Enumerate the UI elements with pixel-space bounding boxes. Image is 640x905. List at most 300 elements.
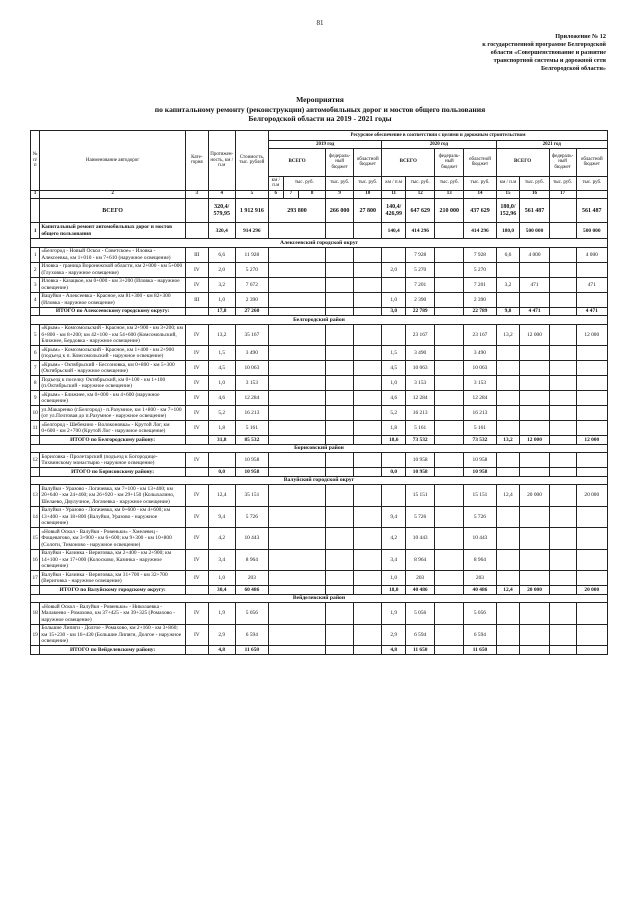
row-2021-km [496, 406, 520, 421]
total-2019-federal: 266 000 [326, 199, 354, 223]
header-cost: Стоимость, тыс. рублей [235, 131, 268, 191]
row-2019-federal [326, 453, 354, 468]
itog-num [31, 468, 40, 477]
itog-2019-total [268, 468, 325, 477]
row-2019-total [268, 406, 325, 421]
table-row [31, 571, 608, 586]
row-category: IV [185, 277, 208, 292]
itog-2021-regional [576, 646, 607, 655]
row-2019-federal [326, 247, 354, 262]
row-length: 3,4 [208, 549, 235, 571]
row-2020-km: 4,6 [382, 391, 406, 406]
itog-label: ИТОГО по Валуйскому городскому округу: [40, 586, 186, 595]
itog-2021-federal [549, 436, 576, 445]
itog-2021-total: 20 000 [520, 586, 549, 595]
row-2021-km [496, 346, 520, 361]
row-2019-regional [354, 292, 382, 307]
row-2019-total [268, 549, 325, 571]
itog-length: 31,8 [208, 436, 235, 445]
row-length: 13,2 [208, 324, 235, 346]
row-length: 5,2 [208, 406, 235, 421]
row-2021-km [496, 506, 520, 528]
col-number: 13 [435, 190, 464, 199]
page-number: 81 [316, 19, 324, 27]
row-2020-regional: 5 056 [464, 603, 496, 625]
row-category: IV [185, 453, 208, 468]
itog-num [31, 586, 40, 595]
header-2019-fed-thous: тыс. руб. [326, 176, 354, 190]
row-cost: 10 063 [235, 361, 268, 376]
row-road-name: Валуйки - Казинка - Вериговка, км 2+400 - км 2+900; км 14+100 - км 17+000 (Колосково, Казинка - наружное освещение) [40, 549, 186, 571]
itog-2020-regional: 11 650 [464, 646, 496, 655]
col-number: 10 [354, 190, 382, 199]
table-body [31, 239, 608, 655]
itog-cost: 10 958 [235, 468, 268, 477]
row-category: IV [185, 406, 208, 421]
header-2020-regional: областной бюджет [464, 148, 496, 176]
capital-2019-federal [326, 223, 354, 239]
row-road-name: Иловка - Казацкое, км 0+000 - км 3+200 (Иловка - наружное освещение) [40, 277, 186, 292]
row-cost: 5 726 [235, 506, 268, 528]
itog-2019-total [268, 436, 325, 445]
row-2019-total [268, 421, 325, 436]
itog-length: 0,0 [208, 468, 235, 477]
row-length: 1,0 [208, 292, 235, 307]
row-2020-km: 1,9 [382, 603, 406, 625]
row-2020-km [382, 324, 406, 346]
itog-2019-federal [326, 586, 354, 595]
header-2019-km: км / п.м [268, 176, 283, 190]
row-cost: 7 672 [235, 277, 268, 292]
itog-2021-km: 9,8 [496, 307, 520, 316]
row-2019-federal [326, 391, 354, 406]
row-cost: 16 213 [235, 406, 268, 421]
header-2019-federal: федераль-ный бюджет [326, 148, 354, 176]
row-2020-federal [435, 262, 464, 277]
row-length: 4,5 [208, 361, 235, 376]
row-cost: 8 964 [235, 549, 268, 571]
row-2021-federal [549, 391, 576, 406]
header-2019-reg-thous: тыс. руб. [354, 176, 382, 190]
itog-2019-federal [326, 646, 354, 655]
row-2020-total: 5 726 [406, 506, 435, 528]
row-2021-federal [549, 506, 576, 528]
header-name: Наименование автодорог [40, 131, 186, 191]
row-2020-total: 10 958 [406, 453, 435, 468]
itog-2019-total [268, 307, 325, 316]
capital-2020-km: 140,4 [382, 223, 406, 239]
row-2019-total [268, 624, 325, 646]
table-row [31, 346, 608, 361]
itog-category [185, 646, 208, 655]
row-2021-regional [576, 421, 607, 436]
row-2021-federal [549, 453, 576, 468]
row-category: IV [185, 549, 208, 571]
row-road-name: «Крым» - Октябрьский - Бессоновка, км 0+800 - км 5+300 (Октябрьский - наружное освещение) [40, 361, 186, 376]
row-2021-total [520, 624, 549, 646]
row-2020-federal [435, 528, 464, 550]
col-number: 16 [520, 190, 549, 199]
total-2019: 293 800 [268, 199, 325, 223]
row-2021-total [520, 549, 549, 571]
row-num: 19 [31, 624, 40, 646]
row-2019-total [268, 485, 325, 507]
row-2021-km [496, 453, 520, 468]
row-2019-federal [326, 376, 354, 391]
row-2021-regional: 12 000 [576, 324, 607, 346]
row-2021-regional [576, 361, 607, 376]
row-2019-federal [326, 421, 354, 436]
row-road-name: «Крым» - Комсомольский - Красное, км 2+900 - км 3+200; км 6+800 - км 8+200; км 42+100 - км 54+600 (Комсомольский, Ближнее, Бердовка - наружное освещение) [40, 324, 186, 346]
itog-2019-regional [354, 307, 382, 316]
itog-cost: 27 260 [235, 307, 268, 316]
itog-2020-federal [435, 307, 464, 316]
row-2020-total: 7 201 [406, 277, 435, 292]
row-2019-regional [354, 376, 382, 391]
row-2021-federal [549, 603, 576, 625]
itog-2020-total: 73 532 [406, 436, 435, 445]
row-num: 16 [31, 549, 40, 571]
itog-2020-km: 18,0 [382, 586, 406, 595]
col-number: 15 [496, 190, 520, 199]
row-2020-regional: 203 [464, 571, 496, 586]
row-2020-federal [435, 421, 464, 436]
table-row [31, 549, 608, 571]
row-category: III [185, 292, 208, 307]
row-2021-regional: 471 [576, 277, 607, 292]
row-category: IV [185, 528, 208, 550]
row-2020-km: 4,5 [382, 361, 406, 376]
itog-cost: 60 486 [235, 586, 268, 595]
total-label: ВСЕГО [40, 199, 186, 223]
row-2020-km [382, 277, 406, 292]
itog-2020-regional: 40 486 [464, 586, 496, 595]
itog-2020-km: 0,0 [382, 468, 406, 477]
itog-cost: 85 532 [235, 436, 268, 445]
row-2021-regional [576, 292, 607, 307]
row-2020-regional: 5 270 [464, 262, 496, 277]
itog-2020-km: 18,6 [382, 436, 406, 445]
row-2019-total [268, 361, 325, 376]
col-number: 9 [326, 190, 354, 199]
row-2021-km [496, 571, 520, 586]
row-2020-km: 9,4 [382, 506, 406, 528]
itog-2019-regional [354, 646, 382, 655]
row-2021-federal [549, 624, 576, 646]
section-header-row [31, 316, 608, 325]
row-2019-total [268, 346, 325, 361]
row-2019-federal [326, 361, 354, 376]
row-road-name: Борисовка - Пролетарский (подъезд к Богородице-Тихвинскому монастырю - наружное освещение) [40, 453, 186, 468]
itog-2021-km [496, 468, 520, 477]
row-2020-km: 1,0 [382, 571, 406, 586]
row-2021-federal [549, 571, 576, 586]
col-number: 2 [40, 190, 186, 199]
appendix-line: Приложение № 12 [555, 33, 606, 40]
row-2021-total: 12 000 [520, 324, 549, 346]
row-2021-regional [576, 346, 607, 361]
row-num: 12 [31, 453, 40, 468]
itog-label: ИТОГО по Алексеевскому городскому округу: [40, 307, 186, 316]
itog-label: ИТОГО по Борисовскому району: [40, 468, 186, 477]
itog-category [185, 586, 208, 595]
header-2021-reg-thous: тыс. руб. [576, 176, 607, 190]
row-2020-total: 2 390 [406, 292, 435, 307]
itog-2019-regional [354, 586, 382, 595]
row-2020-regional: 5 161 [464, 421, 496, 436]
section-total-row [31, 468, 608, 477]
row-cost: 10 958 [235, 453, 268, 468]
row-2020-regional: 7 201 [464, 277, 496, 292]
capital-cost: 914 296 [235, 223, 268, 239]
row-length: 1,9 [208, 603, 235, 625]
row-2020-regional: 12 284 [464, 391, 496, 406]
row-2020-total: 7 928 [406, 247, 435, 262]
row-2021-total [520, 406, 549, 421]
row-category: IV [185, 506, 208, 528]
row-category: IV [185, 376, 208, 391]
capital-2020-regional: 414 296 [464, 223, 496, 239]
row-cost: 3 153 [235, 376, 268, 391]
col-number: 14 [464, 190, 496, 199]
row-category: IV [185, 361, 208, 376]
row-length: 2,9 [208, 624, 235, 646]
row-2021-regional [576, 603, 607, 625]
row-2019-total [268, 528, 325, 550]
row-num: 15 [31, 528, 40, 550]
row-2021-total [520, 506, 549, 528]
row-road-name: «Крым» - Комсомольский - Красное, км 1+400 - км 2+900 (подъезд к п. Комсомольский - наружное освещение) [40, 346, 186, 361]
section-header-row [31, 594, 608, 603]
header-2020-km: км / п.м [382, 176, 406, 190]
row-2021-regional [576, 571, 607, 586]
row-2019-federal [326, 485, 354, 507]
row-category: IV [185, 624, 208, 646]
row-road-name: Вацуйки - Алексеевка - Красное, км 81+300 - км 82+300 (Иловка - наружное освещение) [40, 292, 186, 307]
row-2019-total [268, 453, 325, 468]
row-category: IV [185, 324, 208, 346]
header-2019-regional: областной бюджет [354, 148, 382, 176]
row-2020-federal [435, 346, 464, 361]
row-2021-total: 20 000 [520, 485, 549, 507]
row-2020-regional: 8 964 [464, 549, 496, 571]
row-2020-federal [435, 376, 464, 391]
header-2020-reg-thous: тыс. руб. [464, 176, 496, 190]
row-2019-regional [354, 247, 382, 262]
row-2021-regional [576, 406, 607, 421]
section-header-row [31, 476, 608, 485]
row-category: IV [185, 346, 208, 361]
section-total-row [31, 436, 608, 445]
row-road-name: Иловка - граница Воронежской области, км 2+000 - км 5+000 (Глуховка - наружное освещение) [40, 262, 186, 277]
section-header-row [31, 444, 608, 453]
section-total-row [31, 307, 608, 316]
table-row [31, 292, 608, 307]
row-2020-total: 5 161 [406, 421, 435, 436]
table-row [31, 277, 608, 292]
row-2021-total: 4 000 [520, 247, 549, 262]
header-year-2019: 2019 год [268, 141, 381, 149]
total-2020-federal: 210 000 [435, 199, 464, 223]
table-row [31, 603, 608, 625]
row-2020-km: 4,2 [382, 528, 406, 550]
row-2019-federal [326, 624, 354, 646]
itog-2020-km: 4,8 [382, 646, 406, 655]
row-2021-regional [576, 549, 607, 571]
itog-2019-regional [354, 436, 382, 445]
row-2021-km: 6,6 [496, 247, 520, 262]
itog-num [31, 436, 40, 445]
row-length: 1,0 [208, 376, 235, 391]
itog-category [185, 436, 208, 445]
row-2020-federal [435, 361, 464, 376]
itog-2021-km: 13,2 [496, 436, 520, 445]
row-2019-regional [354, 453, 382, 468]
itog-2021-federal [549, 307, 576, 316]
appendix-line: к государственной программе Белгородской [482, 41, 606, 48]
row-2020-km: 5,2 [382, 406, 406, 421]
total-2020-km: 140,4/ 426,99 [382, 199, 406, 223]
row-num: 5 [31, 324, 40, 346]
row-2020-regional: 10 958 [464, 453, 496, 468]
itog-2020-federal [435, 468, 464, 477]
header-year-2020: 2020 год [382, 141, 496, 149]
itog-2020-federal [435, 436, 464, 445]
itog-2021-total [520, 468, 549, 477]
row-2021-km: 13,2 [496, 324, 520, 346]
row-num: 6 [31, 346, 40, 361]
row-2021-km: 3,2 [496, 277, 520, 292]
row-2021-federal [549, 292, 576, 307]
itog-2020-regional: 10 958 [464, 468, 496, 477]
row-cost: 11 928 [235, 247, 268, 262]
row-road-name: ул.Макаренко (г.Белгород) - п.Разумное, км 1+800 - км 7+100 (от ул.Почтовая до п.Разумное - наружное освещение) [40, 406, 186, 421]
header-2020-federal: федераль-ный бюджет [435, 148, 464, 176]
row-category: III [185, 247, 208, 262]
row-road-name: «Новый Оскол - Валуйки - Ровеньки» - Николаевка - Малакеево - Ромахово, км 37+425 - км 39+325 (Ромахово - наружное освещение) [40, 603, 186, 625]
row-2020-regional: 5 726 [464, 506, 496, 528]
row-2021-regional [576, 391, 607, 406]
row-2021-total [520, 376, 549, 391]
header-num: № п/п [31, 131, 40, 191]
row-2020-regional: 10 063 [464, 361, 496, 376]
itog-2021-total: 4 471 [520, 307, 549, 316]
row-2019-total [268, 292, 325, 307]
table-row [31, 376, 608, 391]
capital-2021-regional: 500 000 [576, 223, 607, 239]
header-2021-regional: областной бюджет [576, 148, 607, 176]
itog-length: 4,8 [208, 646, 235, 655]
title-line: по капитальному ремонту (реконструкции) автомобильных дорог и мостов общего пользования [154, 104, 486, 114]
table-row [31, 624, 608, 646]
header-2019-thous: тыс. руб. [283, 176, 326, 190]
itog-2020-total: 11 650 [406, 646, 435, 655]
header-2020-total: ВСЕГО [382, 148, 435, 176]
row-2020-km [382, 453, 406, 468]
row-num: 14 [31, 506, 40, 528]
row-2020-total: 15 151 [406, 485, 435, 507]
row-cost: 12 284 [235, 391, 268, 406]
col-number: 4 [208, 190, 235, 199]
row-road-name: «Белгород - Новый Оскол - Советское» - Иловка - Алексеевка, км 1+010 - км 7+610 (наружное освещение) [40, 247, 186, 262]
itog-2020-federal [435, 646, 464, 655]
itog-cost: 11 650 [235, 646, 268, 655]
row-2021-total [520, 603, 549, 625]
appendix-line: области «Совершенствование и развитие [490, 49, 606, 56]
itog-2021-regional: 20 000 [576, 586, 607, 595]
row-2019-federal [326, 528, 354, 550]
row-2021-total [520, 453, 549, 468]
row-2020-regional: 7 928 [464, 247, 496, 262]
row-length: 1,5 [208, 346, 235, 361]
row-cost: 5 270 [235, 262, 268, 277]
capital-label: Капитальный ремонт автомобильных дорог и мостов общего пользования [40, 223, 186, 239]
row-2021-regional [576, 506, 607, 528]
row-2021-km [496, 528, 520, 550]
row-num: 10 [31, 406, 40, 421]
row-2021-regional: 20 000 [576, 485, 607, 507]
row-2021-km [496, 361, 520, 376]
itog-2020-total: 40 486 [406, 586, 435, 595]
header-2021-total: ВСЕГО [496, 148, 549, 176]
row-2021-total [520, 262, 549, 277]
col-number: 12 [406, 190, 435, 199]
row-2019-regional [354, 391, 382, 406]
itog-2019-federal [326, 436, 354, 445]
row-2021-regional [576, 376, 607, 391]
itog-2021-regional: 12 000 [576, 436, 607, 445]
col-number: 1 [31, 190, 40, 199]
document-title [0, 95, 640, 124]
row-cost: 35 167 [235, 324, 268, 346]
col-number: 7 [283, 190, 299, 199]
row-2019-regional [354, 346, 382, 361]
row-2020-federal [435, 453, 464, 468]
row-2020-regional: 10 443 [464, 528, 496, 550]
header-2021-fed-thous: тыс. руб. [549, 176, 576, 190]
itog-2021-km [496, 646, 520, 655]
itog-2021-regional [576, 468, 607, 477]
row-2021-federal [549, 485, 576, 507]
row-road-name: Валуйки - Казинка - Вериговка, км 31+700 - км 32+700 (Вериговка - наружное освещение) [40, 571, 186, 586]
row-2020-km [382, 485, 406, 507]
capital-cat [185, 223, 208, 239]
row-2019-federal [326, 549, 354, 571]
capital-2020-federal [435, 223, 464, 239]
table-row [31, 361, 608, 376]
section-total-row [31, 586, 608, 595]
row-2019-regional [354, 528, 382, 550]
row-2020-federal [435, 603, 464, 625]
itog-2021-total: 12 000 [520, 436, 549, 445]
row-2020-regional: 15 151 [464, 485, 496, 507]
row-road-name: Валуйки - Уразово - Логачевка, км 0+600 - км 4+600; км 13+400 - км 18+800 (Валуйки, Уразово - наружное освещение) [40, 506, 186, 528]
itog-2019-total [268, 646, 325, 655]
row-2019-federal [326, 603, 354, 625]
row-2020-regional: 3 490 [464, 346, 496, 361]
row-2020-total: 16 213 [406, 406, 435, 421]
row-2020-regional: 3 153 [464, 376, 496, 391]
row-2019-federal [326, 292, 354, 307]
total-2020-regional: 437 629 [464, 199, 496, 223]
row-cost: 5 161 [235, 421, 268, 436]
row-2020-km: 1,5 [382, 346, 406, 361]
row-2019-total [268, 376, 325, 391]
row-2020-federal [435, 277, 464, 292]
itog-2020-regional: 22 789 [464, 307, 496, 316]
header-category: Кате-гория [185, 131, 208, 191]
row-num: 8 [31, 376, 40, 391]
